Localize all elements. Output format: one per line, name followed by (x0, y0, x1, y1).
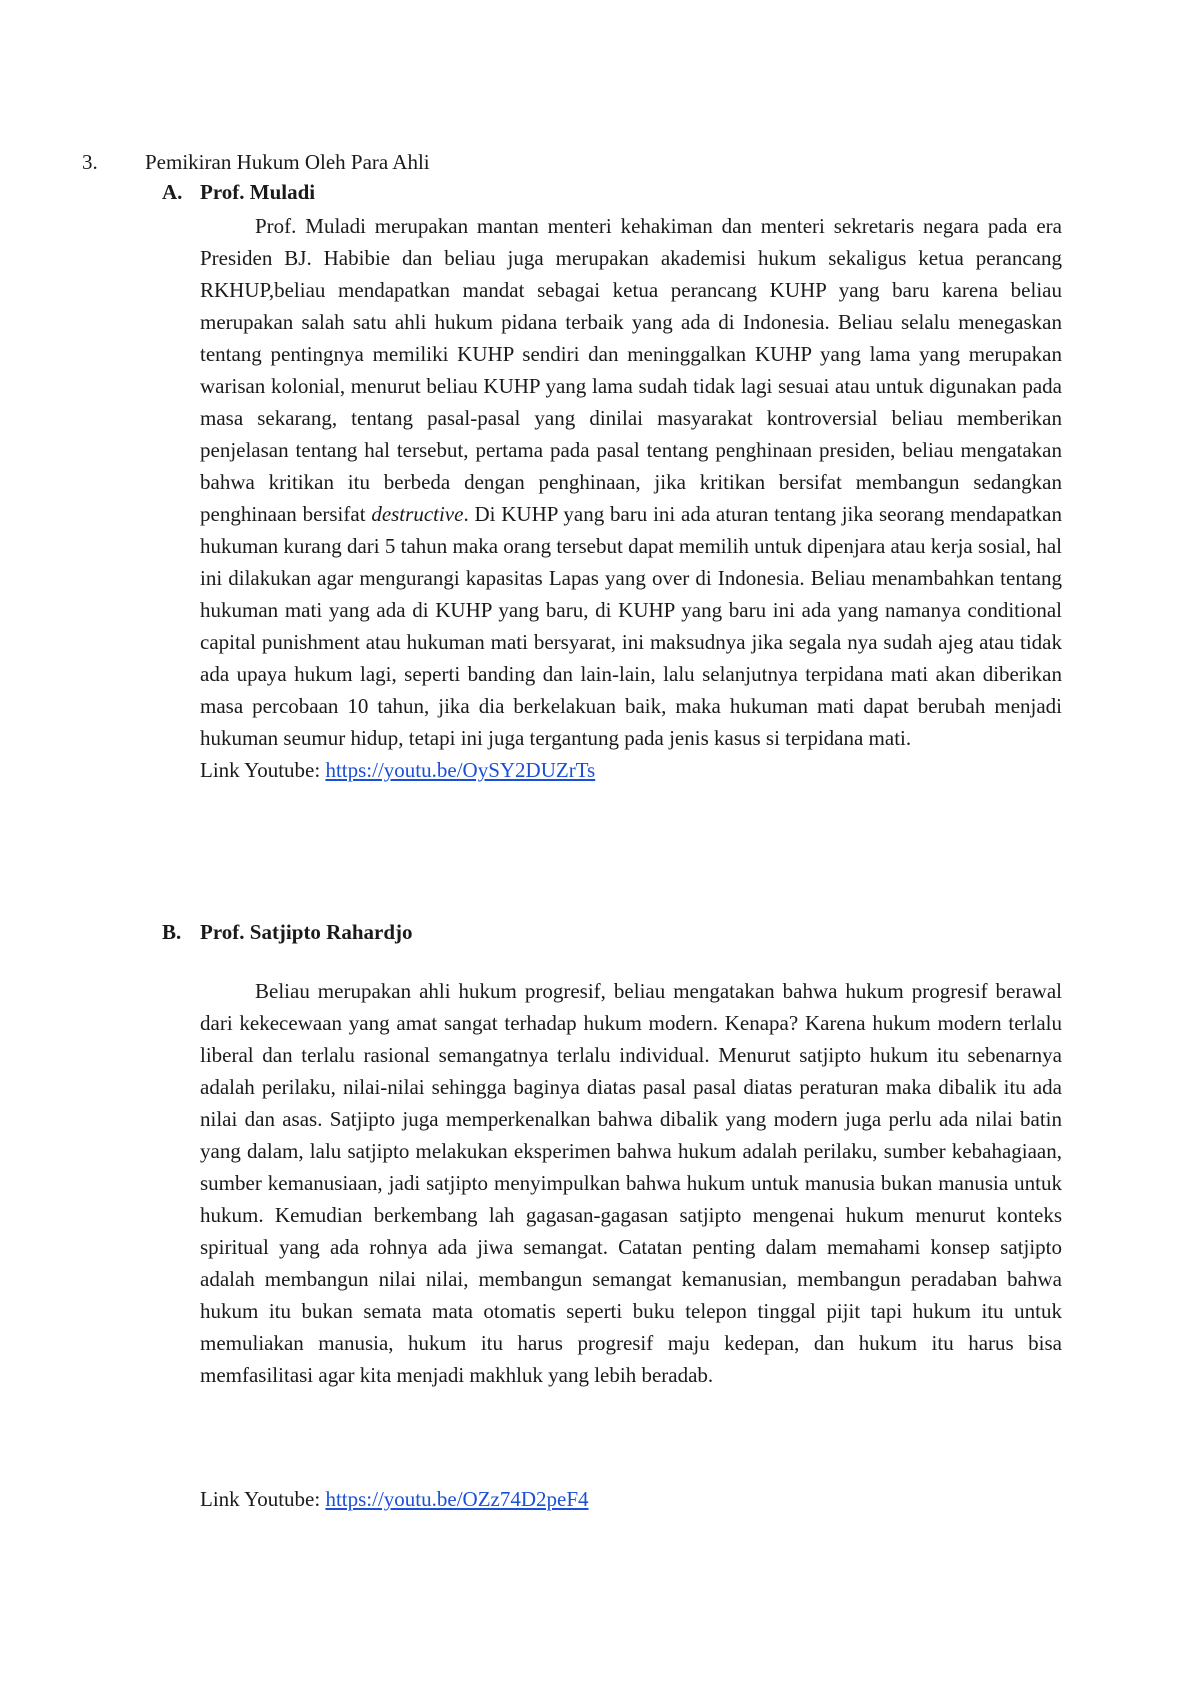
youtube-link-line-b (200, 1483, 1062, 1515)
section-heading (82, 148, 430, 176)
heading-prof-satjipto (162, 918, 413, 946)
heading-letter-a: A. (162, 180, 183, 204)
heading-text-a: Prof. Muladi (200, 180, 316, 204)
section-b-link (200, 1483, 1062, 1515)
youtube-link-line-a (200, 754, 1062, 786)
paragraph-muladi: Prof. Muladi merupakan mantan menteri kehakiman dan menteri sekretaris negara pada era Presiden BJ. Habibie dan beliau juga merupakan akademisi hukum sekaligus ketua perancang RKHUP,beliau mendapatkan mandat sebagai ketua perancang KUHP yang baru karena beliau merupakan salah satu ahli hukum pidana terbaik yang ada di Indonesia. Beliau selalu menegaskan tentang pentingnya memiliki KUHP sendiri dan meninggalkan KUHP yang lama yang merupakan warisan kolonial, menurut beliau KUHP yang lama sudah tidak lagi sesuai atau untuk digunakan pada masa sekarang, tentang pasal-pasal yang dinilai masyarakat kontroversial beliau memberikan penjelasan tentang hal tersebut, pertama pada pasal tentang penghinaan presiden, beliau mengatakan bahwa kritikan itu berbeda dengan penghinaan, jika kritikan bersifat membangun sedangkan penghinaan bersifat destructive. Di KUHP yang baru ini ada aturan tentang jika seorang mendapatkan hukuman kurang dari 5 tahun maka orang tersebut dapat memilih untuk dipenjara atau kerja sosial, hal ini dilakukan agar mengurangi kapasitas Lapas yang over di Indonesia. Beliau menambahkan tentang hukuman mati yang ada di KUHP yang baru, di KUHP yang baru ini ada yang namanya conditional capital punishment atau hukuman mati bersyarat, ini maksudnya jika segala nya sudah ajeg atau tidak ada upaya hukum lagi, seperti banding dan lain-lain, lalu selanjutnya terpidana mati akan diberikan masa percobaan 10 tahun, jika dia berkelakuan baik, maka hukuman mati dapat berubah menjadi hukuman seumur hidup, tetapi ini juga tergantung pada jenis kasus si terpidana mati. (200, 214, 1062, 750)
section-a-body (200, 210, 1062, 786)
emphasis-destructive: destructive (371, 502, 464, 526)
youtube-link-b[interactable]: https://youtu.be/OZz74D2peF4 (325, 1487, 589, 1511)
heading-prof-muladi (162, 178, 315, 206)
link-label-a: Link Youtube: (200, 758, 321, 782)
link-label-b: Link Youtube: (200, 1487, 321, 1511)
section-number: 3. (82, 150, 98, 174)
section-b-body (200, 975, 1062, 1391)
heading-letter-b: B. (162, 920, 182, 944)
section-title: Pemikiran Hukum Oleh Para Ahli (145, 150, 430, 174)
heading-text-b: Prof. Satjipto Rahardjo (200, 920, 413, 944)
youtube-link-a[interactable]: https://youtu.be/OySY2DUZrTs (325, 758, 596, 782)
paragraph-satjipto: Beliau merupakan ahli hukum progresif, beliau mengatakan bahwa hukum progresif berawal dari kekecewaan yang amat sangat terhadap hukum modern. Kenapa? Karena hukum modern terlalu liberal dan terlalu rasional semangatnya terlalu individual. Menurut satjipto hukum itu sebenarnya adalah perilaku, nilai-nilai sehingga baginya diatas pasal pasal diatas peraturan maka dibalik itu ada nilai dan asas. Satjipto juga memperkenalkan bahwa dibalik yang modern juga perlu ada nilai batin yang dalam, lalu satjipto melakukan eksperimen bahwa hukum adalah perilaku, sumber kebahagiaan, sumber kemanusiaan, jadi satjipto menyimpulkan bahwa hukum untuk manusia bukan manusia untuk hukum. Kemudian berkembang lah gagasan-gagasan satjipto mengenai hukum menurut konteks spiritual yang ada rohnya ada jiwa semangat. Catatan penting dalam memahami konsep satjipto adalah membangun nilai nilai, membangun semangat kemanusian, membangun peradaban bahwa hukum itu bukan semata mata otomatis seperti buku telepon tinggal pijit tapi hukum itu untuk memuliakan manusia, hukum itu harus progresif maju kedepan, dan hukum itu harus bisa memfasilitasi agar kita menjadi makhluk yang lebih beradab. (200, 979, 1062, 1387)
